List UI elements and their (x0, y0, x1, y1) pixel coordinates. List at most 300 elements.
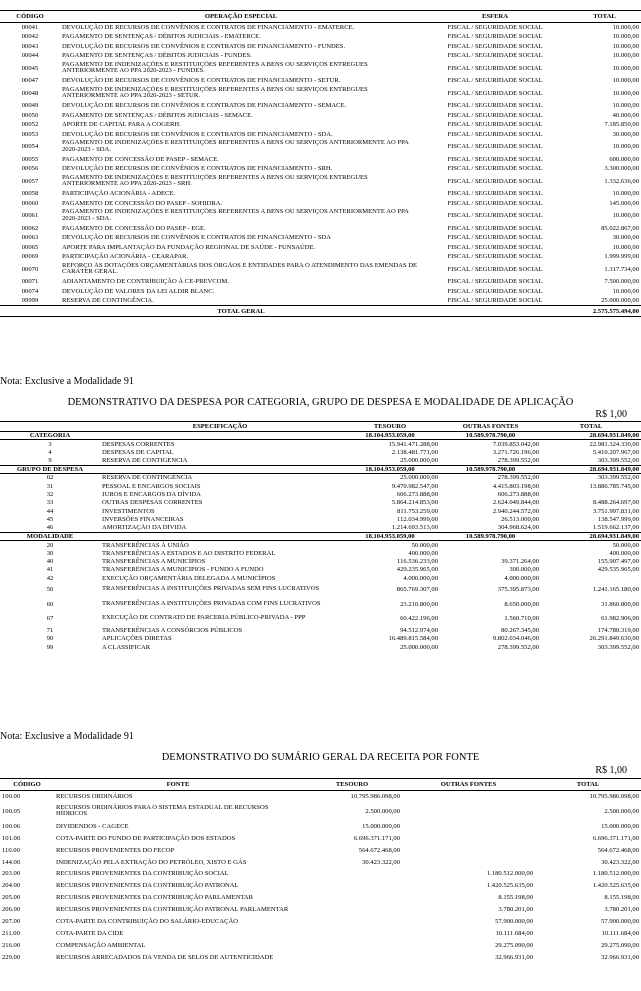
tesouro-cell: 16.489.815.584,00 (388, 635, 438, 643)
table-row (0, 802, 641, 820)
table-row (0, 574, 641, 582)
code-cell: 42 (46, 574, 54, 582)
operacoes-body (0, 23, 641, 306)
esfera-cell: FISCAL / SEGURIDADE SOCIAL (447, 177, 543, 185)
fonte-cell: RECURSOS ORDINÁRIOS (56, 793, 133, 801)
outras-cell: 29.275.090,00 (495, 941, 533, 949)
tesouro-cell (302, 916, 402, 928)
especificacao-cell: EXECUÇÃO DE CONTRATO DE PARCERIA PÚBLICO-PRIVADA - PPP (102, 614, 306, 622)
table-row (0, 61, 641, 77)
col-outras: OUTRAS FONTES (462, 423, 519, 430)
table-header-row (0, 779, 641, 791)
outras-cell (440, 541, 541, 549)
total-geral-label: TOTAL GERAL (217, 307, 265, 315)
operacao-cell: PAGAMENTO DE SENTENÇAS / DÉBITOS JUDICIAIS - FUNDES. (62, 52, 252, 60)
fonte-cell: COTA-PARTE DO FUNDO DE PARTICIPAÇÃO DOS ESTADOS (56, 834, 236, 842)
code-cell: 44 (46, 507, 54, 515)
total-geral-value: 2.575.575.494,00 (592, 307, 639, 315)
total-cell: 303.399.552,00 (597, 643, 639, 651)
code-cell: 45 (46, 516, 54, 524)
code-cell: 4 (48, 448, 52, 456)
total-cell: 10.000,00 (612, 287, 639, 295)
total-cell: 31.860.800,00 (601, 600, 639, 608)
outras-cell: 3.271.726.196,00 (492, 448, 539, 456)
codigo-cell: 110.00 (2, 846, 20, 854)
table-row (0, 524, 641, 532)
outras-cell: 2.940.244.572,00 (492, 507, 539, 515)
total-cell: 7.500.000,00 (604, 278, 639, 286)
codigo-cell: 00056 (21, 165, 39, 173)
code-cell: 99 (46, 643, 54, 651)
operacao-cell: DEVOLUÇÃO DE RECURSOS DE CONVÊNIOS E CONTRATOS DE FINANCIAMENTO - SETUR. (62, 77, 341, 85)
codigo-cell: 00044 (21, 52, 39, 60)
table-row (0, 473, 641, 481)
especificacao-cell: OUTRAS DESPESAS CORRENTES (102, 499, 203, 507)
codigo-cell: 00070 (21, 265, 39, 273)
table-row (0, 856, 641, 868)
operacao-cell: PARTICIPAÇÃO ACIONÁRIA - CEARAPAR. (62, 253, 189, 261)
table-row (0, 287, 641, 297)
code-cell: 71 (46, 626, 54, 634)
total-cell: 10.000,00 (612, 64, 639, 72)
total-cell: 15.000.000,00 (601, 822, 639, 830)
esfera-cell: FISCAL / SEGURIDADE SOCIAL (447, 130, 543, 138)
esfera-cell: FISCAL / SEGURIDADE SOCIAL (447, 33, 543, 41)
tesouro-cell: 9.470.982.547,00 (391, 482, 438, 490)
total-cell: 10.000,00 (612, 33, 639, 41)
total-cell: 8.488.264.697,00 (592, 499, 639, 507)
table-row (0, 23, 641, 33)
table-row (0, 892, 641, 904)
especificacao-cell: TRANSFERÊNCIAS À UNIÃO (102, 541, 189, 549)
code-cell: 02 (46, 474, 54, 482)
total-cell: 3.300.000,00 (604, 165, 639, 173)
codigo-cell: 00041 (21, 24, 39, 31)
table-row (0, 42, 641, 52)
total-cell: 6.696.371.171,00 (592, 834, 639, 842)
table-row (0, 844, 641, 856)
esfera-cell: FISCAL / SEGURIDADE SOCIAL (447, 253, 543, 261)
table-row (0, 904, 641, 916)
operacao-cell: PAGAMENTO DE CONCESSÃO DE PASEP - SEMACE. (62, 155, 219, 163)
especificacao-cell: RESERVA DE CONTIGENCIA (102, 457, 188, 465)
total-cell: 1.519.662.137,00 (592, 524, 639, 532)
fonte-cell: RECURSOS PROVENIENTES DA CONTRIBUIÇÃO PATRONAL (56, 882, 239, 890)
total-cell: 50.000,00 (612, 541, 639, 549)
especificacao-cell: INVERSÕES FINANCEIRAS (102, 516, 184, 524)
total-cell: 1.317.734,00 (604, 265, 639, 273)
total-cell: 1.999.999,00 (604, 253, 639, 261)
outras-cell: 304.968.624,00 (497, 524, 539, 532)
especificacao-cell: TRANSFERÊNCIAS A CONSÓRCIOS PÚBLICOS (102, 626, 243, 634)
codigo-cell: 00045 (21, 64, 39, 72)
table-row (0, 916, 641, 928)
table-row (0, 557, 641, 565)
tesouro-cell: 112.034.999,00 (397, 516, 438, 524)
code-cell: 30 (46, 549, 54, 557)
outras-cell: 10.589.978.790,00 (465, 532, 516, 540)
codigo-cell: 100.00 (2, 793, 21, 801)
table-row (0, 262, 641, 278)
operacao-cell: PARTICIPAÇÃO ACIONÁRIA - ADECE. (62, 190, 176, 198)
codigo-cell: 100.06 (2, 822, 21, 830)
table-row (0, 130, 641, 140)
outras-cell: 278.399.552,00 (497, 457, 539, 465)
tesouro-cell: 4.000.000,00 (403, 574, 438, 582)
esfera-cell: FISCAL / SEGURIDADE SOCIAL (447, 143, 543, 151)
total-cell: 400.000,00 (609, 549, 639, 557)
table-row (0, 820, 641, 832)
table-row (0, 927, 641, 939)
total-cell: 10.000,00 (612, 190, 639, 198)
tesouro-cell: 564.672.468,00 (358, 846, 400, 854)
especificacao-cell: EXECUÇÃO ORÇAMENTÁRIA DELEGADA A MUNICÍPIOS (102, 574, 276, 582)
table-row (0, 507, 641, 515)
esfera-cell: FISCAL / SEGURIDADE SOCIAL (447, 89, 543, 97)
esfera-cell: FISCAL / SEGURIDADE SOCIAL (447, 190, 543, 198)
outras-cell: 80.267.345,00 (501, 626, 539, 634)
col-tesouro: TESOURO (335, 781, 369, 788)
operacao-cell: PAGAMENTO DE INDENIZAÇÕES E RESTITUIÇÕES REFERENTES A BENS OU SERVIÇOS ENTREGUES ANTERIORMENTE AO PPA 2020-2023 - FUNDES. (62, 60, 368, 75)
codigo-cell: 99999 (21, 297, 39, 304)
despesa-table (0, 421, 641, 651)
section-total-row (0, 532, 641, 540)
total-cell: 10.000,00 (612, 77, 639, 85)
codigo-cell: 206.00 (2, 906, 21, 914)
despesa-body (0, 432, 641, 652)
outras-cell: 4.000.000,00 (504, 574, 539, 582)
codigo-cell: 00063 (21, 234, 39, 242)
total-cell: 145.000,00 (609, 199, 639, 207)
table-row (0, 791, 641, 803)
table-row (0, 139, 641, 155)
tesouro-cell: 15.000.000,00 (362, 822, 400, 830)
table-row (0, 174, 641, 190)
operacao-cell: APORTE PARA IMPLANTAÇÃO DA FUNDAÇÃO REGIONAL DE SAÚDE - FUNSAÚDE. (62, 243, 316, 251)
total-cell: 10.000,00 (612, 212, 639, 220)
outras-cell: 7.039.853.042,00 (492, 440, 539, 448)
fonte-cell: INDENIZAÇÃO PELA EXTRAÇÃO DO PETRÓLEO, XISTO E GÁS (56, 858, 247, 866)
codigo-cell: 00061 (21, 212, 39, 220)
table-row (0, 76, 641, 86)
table-row (0, 296, 641, 306)
especificacao-cell: TRANSFERÊNCIAS A INSTITUIÇÕES PRIVADAS SEM FINS LUCRATIVOS (102, 585, 320, 593)
total-cell: 28.694.931.849,00 (589, 532, 639, 540)
esfera-cell: FISCAL / SEGURIDADE SOCIAL (447, 287, 543, 295)
section-title-despesa: DEMONSTRATIVO DA DESPESA POR CATEGORIA, GRUPO DE DESPESA E MODALIDADE DE APLICAÇÃO (67, 397, 574, 408)
fonte-cell: RECURSOS PROVENIENTES DA CONTRIBUIÇÃO PATRONAL PARLAMENTAR (56, 906, 289, 914)
code-cell: 20 (46, 541, 54, 549)
outras-cell (440, 549, 541, 557)
fonte-cell: DIVIDENDOS - CAGECE (56, 822, 129, 830)
col-tesouro: TESOURO (373, 423, 407, 430)
especificacao-cell: TRANSFERÊNCIAS A ESTADOS E AO DISTRITO FEDERAL (102, 549, 276, 557)
total-cell: 10.000,00 (612, 42, 639, 50)
outras-cell (402, 820, 535, 832)
table-row (0, 189, 641, 199)
tesouro-cell: 811.753.259,00 (397, 507, 438, 515)
total-cell: 57.900.000,00 (601, 917, 639, 925)
tesouro-cell: 18.104.953.059,00 (365, 432, 415, 440)
table-row (0, 566, 641, 574)
total-cell: 25.000.000,00 (601, 297, 639, 304)
esfera-cell: FISCAL / SEGURIDADE SOCIAL (447, 24, 543, 31)
table-row (0, 541, 641, 549)
table-row (0, 440, 641, 448)
fonte-cell: RECURSOS PROVENIENTES DA CONTRIBUIÇÃO PARLAMENTAR (56, 894, 254, 902)
total-cell: 26.291.849.630,00 (589, 635, 639, 643)
operacao-cell: PAGAMENTO DE INDENIZAÇÕES E RESTITUIÇÕES REFERENTES A BENS OU SERVIÇOS ENTREGUES ANTERIORMENTE AO PPA 2020-2023 - SRH. (62, 173, 368, 188)
code-cell: 50 (46, 586, 54, 594)
codigo-cell: 00049 (21, 102, 39, 110)
fonte-cell: COTA-PARTE DA CIDE (56, 929, 124, 937)
section-label: GRUPO DE DESPESA (17, 465, 83, 473)
outras-cell: 278.399.552,00 (497, 643, 539, 651)
codigo-cell: 00047 (21, 77, 39, 85)
outras-cell: 4.415.803.198,00 (492, 482, 539, 490)
outras-cell: 10.589.978.790,00 (465, 465, 516, 473)
tesouro-cell: 94.512.974,00 (400, 626, 438, 634)
fonte-cell: COTA-PARTE DA CONTRIBUIÇÃO DO SALÁRIO-EDUCAÇÃO (56, 917, 238, 925)
receita-body (0, 791, 641, 964)
codigo-cell: 211.00 (2, 929, 20, 937)
codigo-cell: 00043 (21, 42, 39, 50)
code-cell: 60 (46, 600, 54, 608)
codigo-cell: 229.00 (2, 953, 21, 961)
total-geral-row (0, 306, 641, 317)
table-row (0, 32, 641, 42)
esfera-cell: FISCAL / SEGURIDADE SOCIAL (447, 64, 543, 72)
codigo-cell: 204.00 (2, 882, 21, 890)
outras-cell: 8.650.000,00 (504, 600, 539, 608)
esfera-cell: FISCAL / SEGURIDADE SOCIAL (447, 42, 543, 50)
total-cell: 1.420.525.635,00 (592, 882, 639, 890)
especificacao-cell: AMORTIZAÇÃO DA DÍVIDA (102, 524, 187, 532)
especificacao-cell: APLICAÇÕES DIRETAS (102, 635, 172, 643)
total-cell: 303.399.552,00 (597, 474, 639, 482)
code-cell: 41 (46, 566, 54, 574)
especificacao-cell: PESSOAL E ENCARGOS SOCIAIS (102, 482, 201, 490)
table-row (0, 549, 641, 557)
tesouro-cell: 25.000.000,00 (400, 474, 438, 482)
outras-cell: 2.624.049.844,00 (492, 499, 539, 507)
outras-cell: 1.560.710,00 (504, 615, 539, 623)
fonte-cell: COMPENSAÇÃO AMBIENTAL (56, 941, 146, 949)
outras-cell: 1.420.525.635,00 (486, 882, 533, 890)
codigo-cell: 144.00 (2, 858, 21, 866)
outras-cell (402, 802, 535, 820)
table-row (0, 951, 641, 963)
outras-cell: 300.000,00 (509, 566, 539, 574)
fonte-cell: RECURSOS PROVENIENTES DO FECOP (56, 846, 175, 854)
col-outras: OUTRAS FONTES (440, 781, 497, 788)
tesouro-cell: 116.536.233,00 (397, 558, 438, 566)
outras-cell: 32.966.931,00 (495, 953, 533, 961)
table-header-row (0, 11, 641, 23)
section-total-row (0, 432, 641, 440)
col-codigo: CÓDIGO (13, 781, 41, 788)
esfera-cell: FISCAL / SEGURIDADE SOCIAL (447, 224, 543, 232)
outras-cell (402, 844, 535, 856)
table-row (0, 101, 641, 111)
table-row (0, 208, 641, 224)
total-cell: 40.000,00 (612, 111, 639, 119)
table-row (0, 277, 641, 287)
total-cell: 30.423.322,00 (601, 858, 639, 866)
total-cell: 174.780.319,00 (597, 626, 639, 634)
esfera-cell: FISCAL / SEGURIDADE SOCIAL (447, 52, 543, 60)
table-row (0, 499, 641, 507)
tesouro-cell (302, 880, 402, 892)
table-row (0, 490, 641, 498)
operacao-cell: PAGAMENTO DE CONCESSÃO DO PASEP - EGE. (62, 224, 206, 232)
outras-cell (402, 856, 535, 868)
operacoes-especiais-table (0, 10, 641, 317)
section-title-receita: DEMONSTRATIVO DO SUMÁRIO GERAL DA RECEITA POR FONTE (161, 752, 480, 763)
total-cell: 7.185.850,00 (604, 121, 639, 129)
tesouro-cell: 606.273.888,00 (396, 490, 438, 498)
codigo-cell: 00052 (21, 121, 39, 129)
codigo-cell: 203.00 (2, 870, 21, 878)
table-row (0, 457, 641, 465)
tesouro-cell: 6.696.371.171,00 (353, 834, 400, 842)
tesouro-cell: 2.500.000,00 (365, 807, 400, 815)
esfera-cell: FISCAL / SEGURIDADE SOCIAL (447, 199, 543, 207)
especificacao-cell: RESERVA DE CONTINGÊNCIA (102, 474, 193, 482)
codigo-cell: 00054 (21, 143, 39, 151)
tesouro-cell (302, 868, 402, 880)
tesouro-cell: 1.214.693.513,00 (391, 524, 438, 532)
fonte-cell: RECURSOS PROVENIENTES DA CONTRIBUIÇÃO SOCIAL (56, 870, 229, 878)
codigo-cell: 100.05 (2, 807, 21, 815)
col-codigo: CÓDIGO (16, 13, 44, 20)
total-cell: 22.981.324.330,00 (589, 440, 639, 448)
table-row (0, 243, 641, 253)
operacao-cell: DEVOLUÇÃO DE RECURSOS DE CONVÊNIOS E CONTRATOS DE FINANCIAMENTO - SDA. (62, 130, 333, 138)
note-modalidade-2: Nota: Exclusive a Modalidade 91 (0, 731, 134, 742)
operacao-cell: PAGAMENTO DE SENTENÇAS / DÉBITOS JUDICIAIS - EMATERCE. (62, 33, 261, 41)
code-cell: 3 (48, 440, 52, 448)
col-fonte: FONTE (166, 781, 190, 788)
especificacao-cell: A CLASSIFICAR (102, 643, 151, 651)
esfera-cell: FISCAL / SEGURIDADE SOCIAL (447, 278, 543, 286)
outras-cell: 10.589.978.790,00 (465, 432, 516, 440)
esfera-cell: FISCAL / SEGURIDADE SOCIAL (447, 121, 543, 129)
tesouro-cell (302, 904, 402, 916)
codigo-cell: 00065 (21, 243, 39, 251)
operacao-cell: PAGAMENTO DE CONCESSÃO DO PASEP - SOHIDRA. (62, 199, 223, 207)
table-row (0, 868, 641, 880)
esfera-cell: FISCAL / SEGURIDADE SOCIAL (447, 243, 543, 251)
outras-cell: 39.371.264,00 (501, 558, 539, 566)
total-cell: 138.547.999,00 (597, 516, 639, 524)
especificacao-cell: JUROS E ENCARGOS DA DÍVIDA (102, 490, 201, 498)
tesouro-cell: 25.000.000,00 (400, 457, 438, 465)
col-total: TOTAL (579, 423, 603, 430)
tesouro-cell: 23.210.800,00 (400, 600, 438, 608)
especificacao-cell: INVESTIMENTOS (102, 507, 155, 515)
total-cell: 10.795.986.098,00 (589, 793, 639, 801)
outras-cell (402, 832, 535, 844)
table-row (0, 233, 641, 243)
operacao-cell: DEVOLUÇÃO DE RECURSOS DE CONVÊNIOS E CONTRATOS DE FINANCIAMENTO - FUNDES. (62, 42, 346, 50)
table-row (0, 252, 641, 262)
operacao-cell: PAGAMENTO DE INDENIZAÇÕES E RESTITUIÇÕES REFERENTES A BENS OU SERVIÇOS ENTREGUES ANTERIORMENTE AO PPA 2020-2023 - SETUR. (62, 85, 368, 100)
table-row (0, 583, 641, 598)
codigo-cell: 00050 (21, 111, 39, 119)
receita-table (0, 778, 641, 963)
table-row (0, 155, 641, 165)
total-cell: 10.000,00 (612, 143, 639, 151)
operacao-cell: APORTE DE CAPITAL PARA A COGERH. (62, 121, 181, 129)
codigo-cell: 00055 (21, 155, 39, 163)
operacao-cell: DEVOLUÇÃO DE RECURSOS DE CONVÊNIOS E CONTRATOS DE FINANCIAMENTO - SDA (62, 234, 332, 242)
tesouro-cell (302, 927, 402, 939)
codigo-cell: 216.00 (2, 941, 21, 949)
total-cell: 600.000,00 (609, 155, 639, 163)
especificacao-cell: TRANSFERÊNCIAS A MUNICÍPIOS - FUNDO A FUNDO (102, 566, 264, 574)
table-header-row (0, 422, 641, 432)
total-cell: 10.000,00 (612, 89, 639, 97)
especificacao-cell: DESPESAS CORRENTES (102, 440, 175, 448)
section-label: MODALIDADE (26, 532, 74, 540)
total-cell: 155.907.497,00 (597, 558, 639, 566)
tesouro-cell: 865.769.307,00 (396, 586, 438, 594)
operacao-cell: REFORÇO ÀS DOTAÇÕES ORÇAMENTÁRIAS DOS ÓRGÃOS E ENTIDADES PARA O ATENDIMENTO DAS EMENDAS DE CARÁTER GERAL. (62, 261, 418, 276)
unit-label: R$ 1,00 (595, 765, 627, 776)
tesouro-cell: 30.423.322,00 (362, 858, 400, 866)
tesouro-cell (302, 939, 402, 951)
code-cell: 67 (46, 615, 54, 623)
table-row (0, 120, 641, 130)
total-cell: 303.399.552,00 (597, 457, 639, 465)
esfera-cell: FISCAL / SEGURIDADE SOCIAL (447, 155, 543, 163)
operacao-cell: ADIANTAMENTO DE CONTRIBUIÇÃO À CE-PREVCOM. (62, 278, 229, 286)
outras-cell: 10.111.684,00 (495, 929, 533, 937)
total-cell: 28.694.931.849,00 (589, 465, 639, 473)
outras-cell: 8.155.198,00 (498, 894, 533, 902)
total-cell: 32.966.931,00 (601, 953, 639, 961)
codigo-cell: 00053 (21, 130, 39, 138)
outras-cell: 57.900.000,00 (495, 917, 533, 925)
table-row (0, 634, 641, 642)
table-row (0, 880, 641, 892)
total-cell: 61.982.906,00 (601, 615, 639, 623)
total-cell: 28.694.931.849,00 (589, 432, 639, 440)
codigo-cell: 00060 (21, 199, 39, 207)
section-label: CATEGORIA (29, 432, 71, 440)
total-cell: 8.155.198,00 (604, 894, 639, 902)
col-especificacao: ESPECIFICAÇÃO (192, 423, 248, 430)
table-row (0, 224, 641, 234)
table-row (0, 626, 641, 634)
operacao-cell: DEVOLUÇÃO DE RECURSOS DE CONVÊNIOS E CONTRATOS DE FINANCIAMENTO - EMATERCE. (62, 24, 355, 31)
especificacao-cell: DESPESAS DE CAPITAL (102, 448, 174, 456)
code-cell: 31 (46, 482, 54, 490)
outras-cell: 3.780.201,00 (498, 906, 533, 914)
tesouro-cell: 60.422.196,00 (400, 615, 438, 623)
total-cell: 30.000,00 (612, 234, 639, 242)
outras-cell: 375.395.873,00 (497, 586, 539, 594)
note-modalidade: Nota: Exclusive a Modalidade 91 (0, 376, 134, 387)
table-row (0, 612, 641, 627)
tesouro-cell: 400.000,00 (408, 549, 438, 557)
total-cell: 564.672.468,00 (597, 846, 639, 854)
total-cell: 1.241.165.180,00 (592, 586, 639, 594)
codigo-cell: 00042 (21, 33, 39, 41)
code-cell: 9 (48, 457, 52, 465)
col-operacao: OPERAÇÃO ESPECIAL (204, 13, 278, 20)
